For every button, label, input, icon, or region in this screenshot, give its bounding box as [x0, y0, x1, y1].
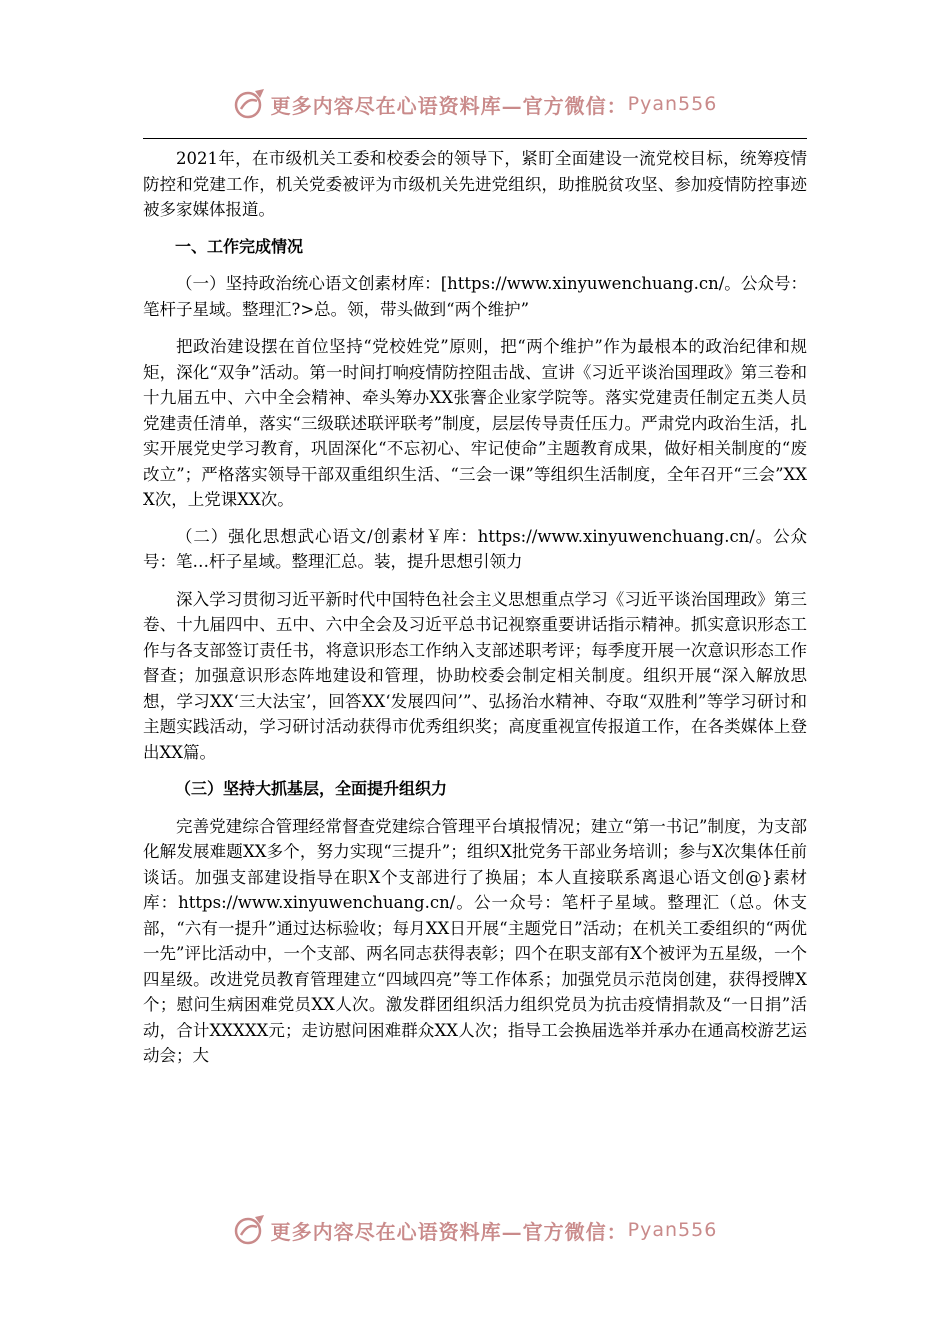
subsection-2-body: 深入学习贯彻习近平新时代中国特色社会主义思想重点学习《习近平谈治国理政》第三卷、十九届四中、五中、六中全会及习近平总书记视察重要讲话指示精神。抓实意识形态工作与各支部签订责任书，将意识形态工作纳入支部述职考评；每季度开展一次意识形态工作督查；加强意识形态阵地建设和管理，协助校委会制定相关制度。组织开展“深入解放思想，学习XX‘三大法宝’，回答XX‘发展四问’”、弘扬治水精神、夺取“双胜利”等学习研讨和主题实践活动，学习研讨活动获得市优秀组织奖；高度重视宣传报道工作，在各类媒体上登出XX篇。 — [143, 589, 807, 762]
subsection-3-title: （三）坚持大抓基层，全面提升组织力 — [175, 779, 448, 798]
subsection-2-title: （二）强化思想武心语文/创素材￥库：https://www.xinyuwenchuang.cn/。公众号：笔…杆子星域。整理汇总。装，提升思想引领力 — [143, 526, 807, 571]
footer-banner — [0, 1210, 950, 1250]
banner-contact: Pyan556 — [627, 93, 718, 115]
banner-contact: Pyan556 — [627, 1219, 718, 1241]
document-body — [143, 146, 807, 1080]
header-divider — [143, 138, 807, 139]
section-heading: 一、工作完成情况 — [175, 236, 304, 256]
intro-paragraph: 2021年，在市级机关工委和校委会的领导下，紧盯全面建设一流党校目标，统筹疫情防控和党建工作，机关党委被评为市级机关先进党组织，助推脱贫攻坚、参加疫情防控事迹被多家媒体报道。 — [143, 149, 807, 219]
banner-text: 更多内容尽在心语资料库—官方微信： — [270, 1219, 628, 1244]
subsection-1-title: （一）坚持政治统心语文创素材库：[https://www.xinyuwenchuang.cn/。公众号：笔杆子星域。整理汇?>总。领，带头做到“两个维护” — [143, 274, 807, 319]
banner-text: 更多内容尽在心语资料库—官方微信： — [270, 93, 628, 118]
pen-logo-icon — [233, 1213, 267, 1247]
subsection-3-body: 完善党建综合管理经常督查党建综合管理平台填报情况；建立“第一书记”制度，为支部化解发展难题XX多个，努力实现“三提升”；组织X批党务干部业务培训；参与X次集体任前谈话。加强支部建设指导在职X个支部进行了换届；本人直接联系离退心语文创@}素材库：https://www.xinyuwenchuang.cn/。公一众号：笔杆子星域。整理汇（总。休支部，“六有一提升”通过达标验收；每月XX日开展“主题党日”活动；在机关工委组织的“两优一先”评比活动中，一个支部、两名同志获得表彰；四个在职支部有X个被评为五星级，一个四星级。改进党员教育管理建立“四域四亮”等工作体系；加强党员示范岗创建，获得授牌X个；慰问生病困难党员XX人次。激发群团组织活力组织党员为抗击疫情捐款及“一日捐”活动，合计XXXXX元；走访慰问困难群众XX人次；指导工会换届选举并承办在通高校游艺运动会；大 — [143, 816, 807, 1065]
pen-logo-icon — [233, 87, 267, 121]
header-banner — [0, 84, 950, 124]
subsection-1-body: 把政治建设摆在首位坚持“党校姓党”原则，把“两个维护”作为最根本的政治纪律和规矩，深化“双争”活动。第一时间打响疫情防控阻击战、宣讲《习近平谈治国理政》第三卷和十九届五中、六中全会精神、牵头筹办XX张謇企业家学院等。落实党建责任制定五类人员党建责任清单，落实“三级联述联评联考”制度，层层传导责任压力。严肃党内政治生活，扎实开展党史学习教育，巩固深化“不忘初心、牢记使命”主题教育成果，做好相关制度的“废改立”；严格落实领导干部双重组织生活、“三会一课”等组织生活制度，全年召开“三会”XXX次，上党课XX次。 — [143, 337, 807, 509]
